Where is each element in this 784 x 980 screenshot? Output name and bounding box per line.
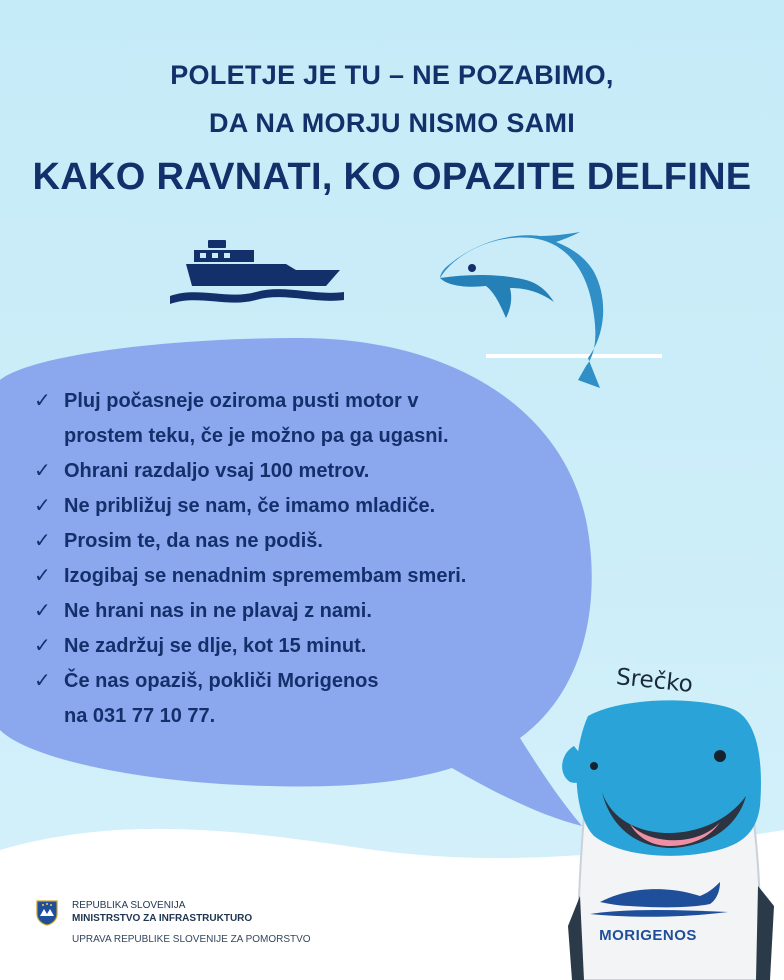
list-item	[34, 594, 554, 629]
tip-text: Pluj počasneje oziroma pusti motor v	[64, 390, 419, 412]
checkmark-icon: ✓	[34, 390, 51, 412]
tip-text: Ne hrani nas in ne plavaj z nami.	[64, 600, 372, 622]
list-item	[34, 664, 554, 734]
tip-text-continued: prostem teku, če je možno pa ga ugasni.	[64, 425, 449, 447]
checkmark-icon: ✓	[34, 530, 51, 552]
list-item	[34, 629, 554, 664]
checkmark-icon: ✓	[34, 460, 51, 482]
checkmark-icon: ✓	[34, 670, 51, 692]
checkmark-icon: ✓	[34, 600, 51, 622]
tip-text: Če nas opaziš, pokliči Morigenos	[64, 670, 379, 692]
list-item	[34, 454, 554, 489]
list-item	[34, 559, 554, 594]
tip-text: Prosim te, da nas ne podiš.	[64, 530, 323, 552]
headline-title: KAKO RAVNATI, KO OPAZITE DELFINE	[32, 156, 752, 198]
tip-text: Izogibaj se nenadnim spremembam smeri.	[64, 565, 467, 587]
checkmark-icon: ✓	[34, 565, 51, 587]
mascot-logo-text: MORIGENOS	[599, 927, 697, 944]
footer-administration: UPRAVA REPUBLIKE SLOVENIJE ZA POMORSTVO	[72, 934, 311, 945]
mascot-name: Srečko	[614, 664, 695, 698]
list-item	[34, 489, 554, 524]
coat-of-arms-icon	[36, 900, 58, 926]
list-item	[34, 524, 554, 559]
list-item	[34, 384, 554, 454]
headline-line-1: POLETJE JE TU – NE POZABIMO,	[170, 60, 614, 90]
footer-ministry: MINISTRSTVO ZA INFRASTRUKTURO	[72, 913, 253, 924]
footer-republic: REPUBLIKA SLOVENIJA	[72, 900, 186, 911]
tip-text: Ohrani razdaljo vsaj 100 metrov.	[64, 460, 370, 482]
checkmark-icon: ✓	[34, 495, 51, 517]
tips-list	[34, 384, 554, 734]
tip-text-continued: na 031 77 10 77.	[64, 705, 216, 727]
tip-text: Ne približuj se nam, če imamo mladiče.	[64, 495, 436, 517]
tip-text: Ne zadržuj se dlje, kot 15 minut.	[64, 635, 367, 657]
headline-line-2: DA NA MORJU NISMO SAMI	[208, 108, 576, 138]
checkmark-icon: ✓	[34, 635, 51, 657]
